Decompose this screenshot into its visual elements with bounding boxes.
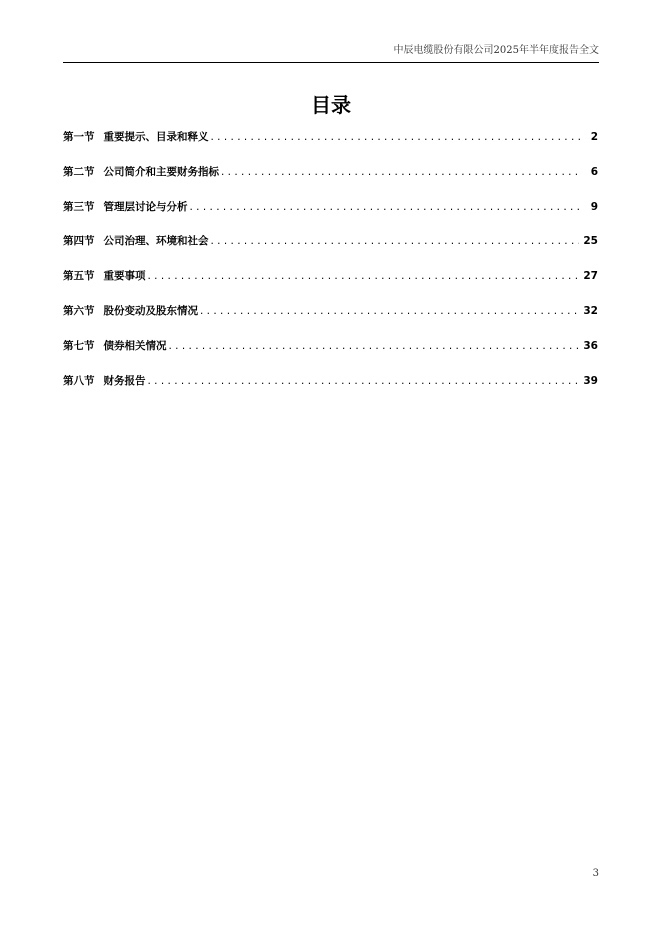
toc-section-title: 财务报告	[103, 374, 146, 387]
toc-page-number: 32	[583, 304, 598, 317]
toc-entry-1[interactable]	[63, 127, 598, 162]
toc-entry-6[interactable]	[63, 301, 598, 336]
toc-dot-leader	[221, 162, 580, 182]
toc-entry-4[interactable]	[63, 231, 598, 266]
toc-section-label: 第二节	[63, 165, 95, 178]
toc-page-number: 25	[583, 235, 598, 248]
toc-dot-leader	[200, 301, 579, 321]
page-number: 3	[592, 868, 599, 879]
toc-section-label: 第三节	[63, 200, 95, 213]
toc-page-number: 39	[583, 374, 598, 387]
toc-section-label: 第七节	[63, 339, 95, 352]
toc-section-title: 重要提示、目录和释义	[103, 131, 209, 143]
toc-entry-2[interactable]	[63, 162, 598, 197]
toc-section-label: 第八节	[63, 374, 95, 387]
toc-dot-leader	[190, 197, 581, 217]
toc-page-number: 2	[590, 131, 598, 143]
toc-section-title: 债券相关情况	[103, 339, 167, 352]
toc-section-title: 公司治理、环境和社会	[103, 235, 209, 248]
toc-section-title: 公司简介和主要财务指标	[103, 165, 219, 178]
toc-entry-8[interactable]	[63, 371, 598, 406]
toc-section-title: 重要事项	[103, 270, 146, 283]
toc-section-label: 第一节	[63, 131, 95, 143]
toc-page-number: 9	[590, 200, 598, 213]
running-header	[63, 44, 599, 63]
toc-entry-5[interactable]	[63, 266, 598, 301]
toc-page-number: 36	[583, 339, 598, 352]
toc-page-number: 6	[590, 165, 598, 178]
toc-dot-leader	[148, 371, 580, 391]
toc-section-title: 股份变动及股东情况	[103, 304, 198, 317]
toc-entry-3[interactable]	[63, 197, 598, 232]
header-text: 中辰电缆股份有限公司2025年半年度报告全文	[393, 45, 599, 56]
table-of-contents	[63, 127, 598, 405]
toc-section-label: 第四节	[63, 235, 95, 248]
toc-entry-7[interactable]	[63, 336, 598, 371]
toc-dot-leader	[148, 266, 580, 286]
toc-section-label: 第六节	[63, 304, 95, 317]
toc-section-label: 第五节	[63, 270, 95, 283]
toc-dot-leader	[169, 336, 580, 356]
toc-dot-leader	[211, 127, 581, 147]
page-title: 目录	[311, 93, 351, 117]
toc-dot-leader	[211, 231, 580, 251]
toc-page-number: 27	[583, 270, 598, 283]
toc-section-title: 管理层讨论与分析	[103, 200, 188, 213]
